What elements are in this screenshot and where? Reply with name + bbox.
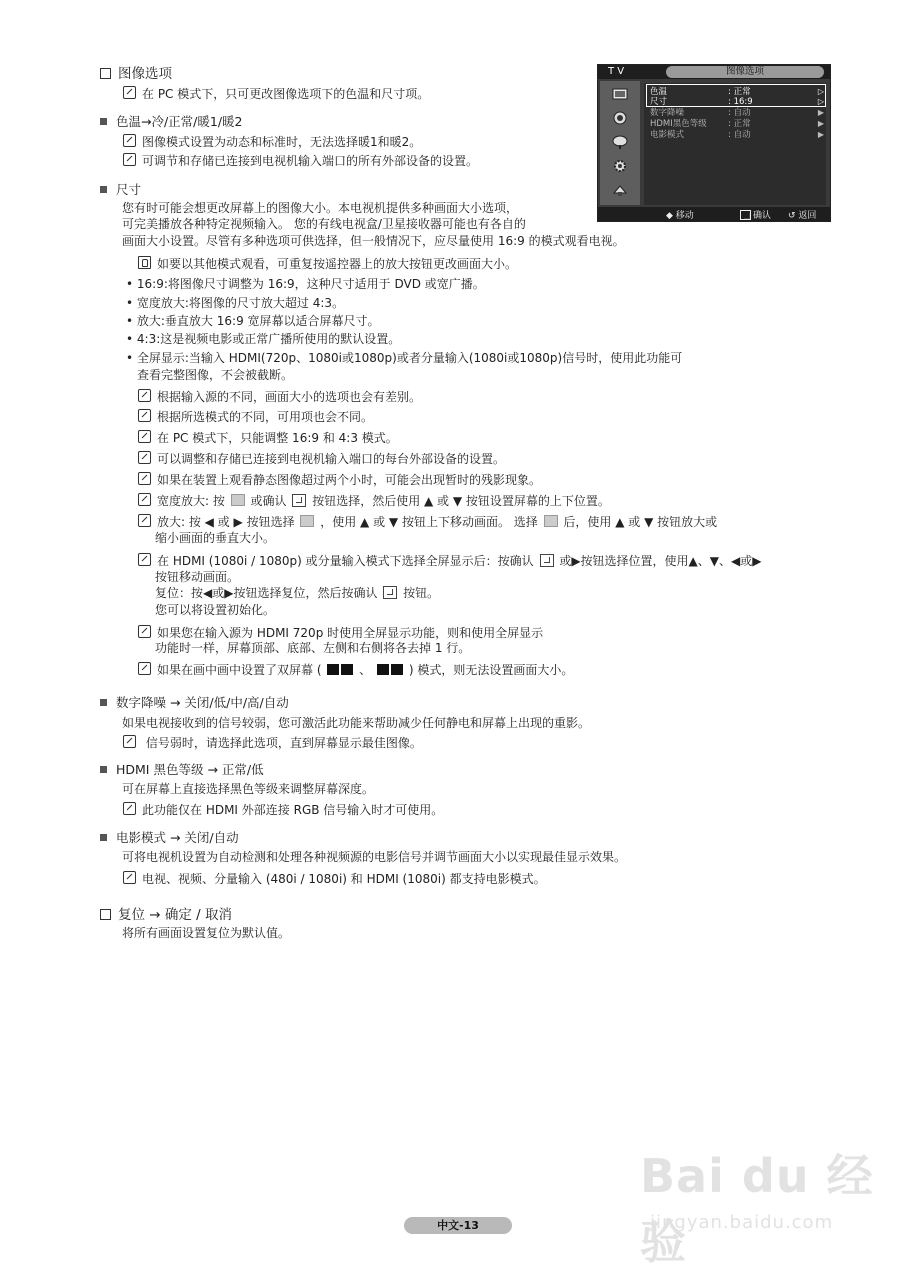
enter-icon: [292, 494, 306, 507]
note-full-init: 您可以将设置初始化。: [155, 603, 276, 617]
watermark-url: jingyan.baidu.com: [650, 1212, 834, 1233]
osd-nav-move: ◆ 移动: [666, 211, 694, 221]
note-line: 根据所选模式的不同，可用项也会不同。: [138, 409, 373, 425]
hand-note-line: 如要以其他模式观看，可重复按遥控器上的放大按钮更改画面大小。: [138, 256, 517, 272]
para-line: 可在屏幕上直接选择黑色等级来调整屏幕深度。: [122, 782, 375, 796]
note-line: 在 PC 模式下，只可更改图像选项下的色温和尺寸项。: [123, 86, 429, 102]
p-size-button-icon: [231, 494, 245, 506]
osd-row-film-mode[interactable]: 电影模式 : 自动 ▶: [650, 130, 824, 140]
square-bullet-icon: [100, 766, 107, 773]
note-line: 在 PC 模式下，只能调整 16:9 和 4:3 模式。: [138, 430, 398, 446]
note-wide-zoom: 宽度放大: 按 或确认 按钮选择，然后使用 ▲ 或 ▼ 按钮设置屏幕的上下位置。: [138, 493, 610, 509]
note-icon: [138, 514, 151, 527]
page-number: 中文-13: [404, 1217, 512, 1234]
section-image-options: 图像选项: [100, 62, 172, 82]
osd-row-color-temp[interactable]: 色温 : 正常 ▷: [650, 87, 824, 97]
bullet-item: • 放大:垂直放大 16:9 宽屏幕以适合屏幕尺寸。: [126, 314, 380, 328]
return-icon: ↺: [788, 211, 796, 221]
checkbox-square-icon: [100, 909, 111, 920]
subsection-dnr: 数字降噪 → 关闭/低/中/高/自动: [100, 693, 289, 711]
note-hdmi720: 如果您在输入源为 HDMI 720p 时使用全屏显示功能，则和使用全屏显示: [138, 625, 543, 641]
note-line: 电视、视频、分量输入 (480i / 1080i) 和 HDMI (1080i) 都支持电影模式。: [123, 871, 546, 887]
input-icon[interactable]: [612, 183, 628, 197]
note-icon: [138, 625, 151, 638]
note-icon: [123, 735, 136, 748]
note-full-screen: 在 HDMI (1080i / 1080p) 或分量输入模式下选择全屏显示后：按确认 或▶按钮选择位置，使用▲、▼、◀或▶: [138, 553, 761, 569]
enter-icon: [383, 586, 397, 599]
note-icon: [138, 493, 151, 506]
watermark-logo: Bai du 经验: [640, 1149, 874, 1269]
note-icon: [123, 86, 136, 99]
note-icon: [138, 553, 151, 566]
osd-row-hdmi-black[interactable]: HDMI黑色等级 : 正常 ▶: [650, 119, 824, 129]
subsection-color-temp: 色温→冷/正常/暖1/暖2: [100, 112, 243, 130]
dual-screen-icon-2: [377, 664, 403, 675]
subsection-size: 尺寸: [100, 180, 141, 198]
hand-icon: [138, 256, 151, 269]
para-line: 可将电视机设置为自动检测和处理各种视频源的电影信号并调节画面大小以实现最佳显示效果。: [122, 850, 627, 864]
para-line: 您有时可能会想更改屏幕上的图像大小。本电视机提供多种画面大小选项，: [122, 201, 519, 215]
note-line: 此功能仅在 HDMI 外部连接 RGB 信号输入时才可使用。: [123, 802, 443, 818]
checkbox-square-icon: [100, 68, 111, 79]
square-bullet-icon: [100, 118, 107, 125]
sound-icon[interactable]: [612, 111, 628, 125]
bullet-item: • 16:9:将图像尺寸调整为 16:9，这种尺寸适用于 DVD 或宽广播。: [126, 277, 485, 291]
note-icon: [138, 472, 151, 485]
note-zoom-cont: 缩小画面的垂直大小。: [155, 531, 276, 545]
osd-nav-enter: 确认: [738, 208, 771, 221]
para-line: 可完美播放各种特定视频输入。 您的有线电视盒/卫星接收器可能也有各自的: [122, 217, 526, 231]
note-icon: [123, 134, 136, 147]
move-button-icon: [300, 515, 314, 527]
square-bullet-icon: [100, 186, 107, 193]
note-icon: [138, 451, 151, 464]
osd-tv-label: T V: [608, 66, 625, 77]
enter-icon: [540, 554, 554, 567]
note-icon: [138, 430, 151, 443]
para-line: 将所有画面设置复位为默认值。: [122, 926, 291, 940]
para-line: 画面大小设置。尽管有多种选项可供选择，但一般情况下，应尽量使用 16:9 的模式观看电视。: [122, 234, 625, 248]
note-line: 根据输入源的不同，画面大小的选项也会有差别。: [138, 389, 421, 405]
bullet-item: • 4:3:这是视频电影或正常广播所使用的默认设置。: [126, 332, 401, 346]
subsection-hdmi-black: HDMI 黑色等级 → 正常/低: [100, 760, 264, 778]
osd-bottom-bar: [598, 207, 830, 221]
setup-icon[interactable]: [612, 159, 628, 173]
note-icon: [138, 662, 151, 675]
zoom-button-icon: [544, 515, 558, 527]
note-zoom: 放大: 按 ◀ 或 ▶ 按钮选择 ，使用 ▲ 或 ▼ 按钮上下移动画面。 选择 后，使用 ▲ 或 ▼ 按钮放大或: [138, 514, 717, 530]
channel-icon[interactable]: [612, 135, 628, 149]
bullet-item: • 宽度放大:将图像的尺寸放大超过 4:3。: [126, 296, 345, 310]
note-line: 可调节和存储已连接到电视机输入端口的所有外部设备的设置。: [123, 153, 478, 169]
note-line: 可以调整和存储已连接到电视机输入端口的每台外部设备的设置。: [138, 451, 505, 467]
note-icon: [138, 389, 151, 402]
note-full-cont: 按钮移动画面。: [155, 570, 240, 584]
note-icon: [138, 409, 151, 422]
note-line: 如果在装置上观看静态图像超过两个小时，可能会出现暂时的残影现象。: [138, 472, 541, 488]
bullet-item: • 全屏显示:当输入 HDMI(720p、1080i或1080p)或者分量输入(1080i或1080p)信号时，使用此功能可: [126, 351, 683, 365]
square-bullet-icon: [100, 699, 107, 706]
picture-icon[interactable]: [612, 87, 628, 101]
tv-osd-menu: [597, 64, 831, 222]
square-bullet-icon: [100, 834, 107, 841]
para-line: 如果电视接收到的信号较弱，您可激活此功能来帮助减少任何静电和屏幕上出现的重影。: [122, 716, 591, 730]
enter-icon: [740, 210, 751, 220]
osd-top-bar: [598, 65, 830, 79]
note-full-reset: 复位：按◀或▶按钮选择复位，然后按确认 按钮。: [155, 586, 440, 600]
note-line: 信号弱时，请选择此选项，直到屏幕显示最佳图像。: [123, 735, 422, 751]
osd-row-dnr[interactable]: 数字降噪 : 自动 ▶: [650, 108, 824, 118]
dual-screen-icon-1: [327, 664, 353, 675]
osd-nav-return: ↺ 返回: [788, 211, 817, 221]
section-reset: 复位 → 确定 / 取消: [100, 903, 232, 923]
osd-row-size[interactable]: 尺寸 : 16:9 ▷: [650, 97, 824, 107]
note-icon: [123, 153, 136, 166]
note-icon: [123, 871, 136, 884]
note-line: 图像模式设置为动态和标准时，无法选择暖1和暖2。: [123, 134, 421, 150]
osd-title: 图像选项: [666, 66, 824, 78]
note-icon: [123, 802, 136, 815]
note-hdmi720-cont: 功能时一样，屏幕顶部、底部、左侧和右侧将各去掉 1 行。: [155, 641, 471, 655]
bullet-cont: 查看完整图像，不会被截断。: [137, 368, 294, 382]
note-pip: 如果在画中画中设置了双屏幕 ( 、 ) 模式，则无法设置画面大小。: [138, 662, 573, 678]
osd-sidebar: [600, 81, 640, 205]
subsection-film: 电影模式 → 关闭/自动: [100, 828, 239, 846]
